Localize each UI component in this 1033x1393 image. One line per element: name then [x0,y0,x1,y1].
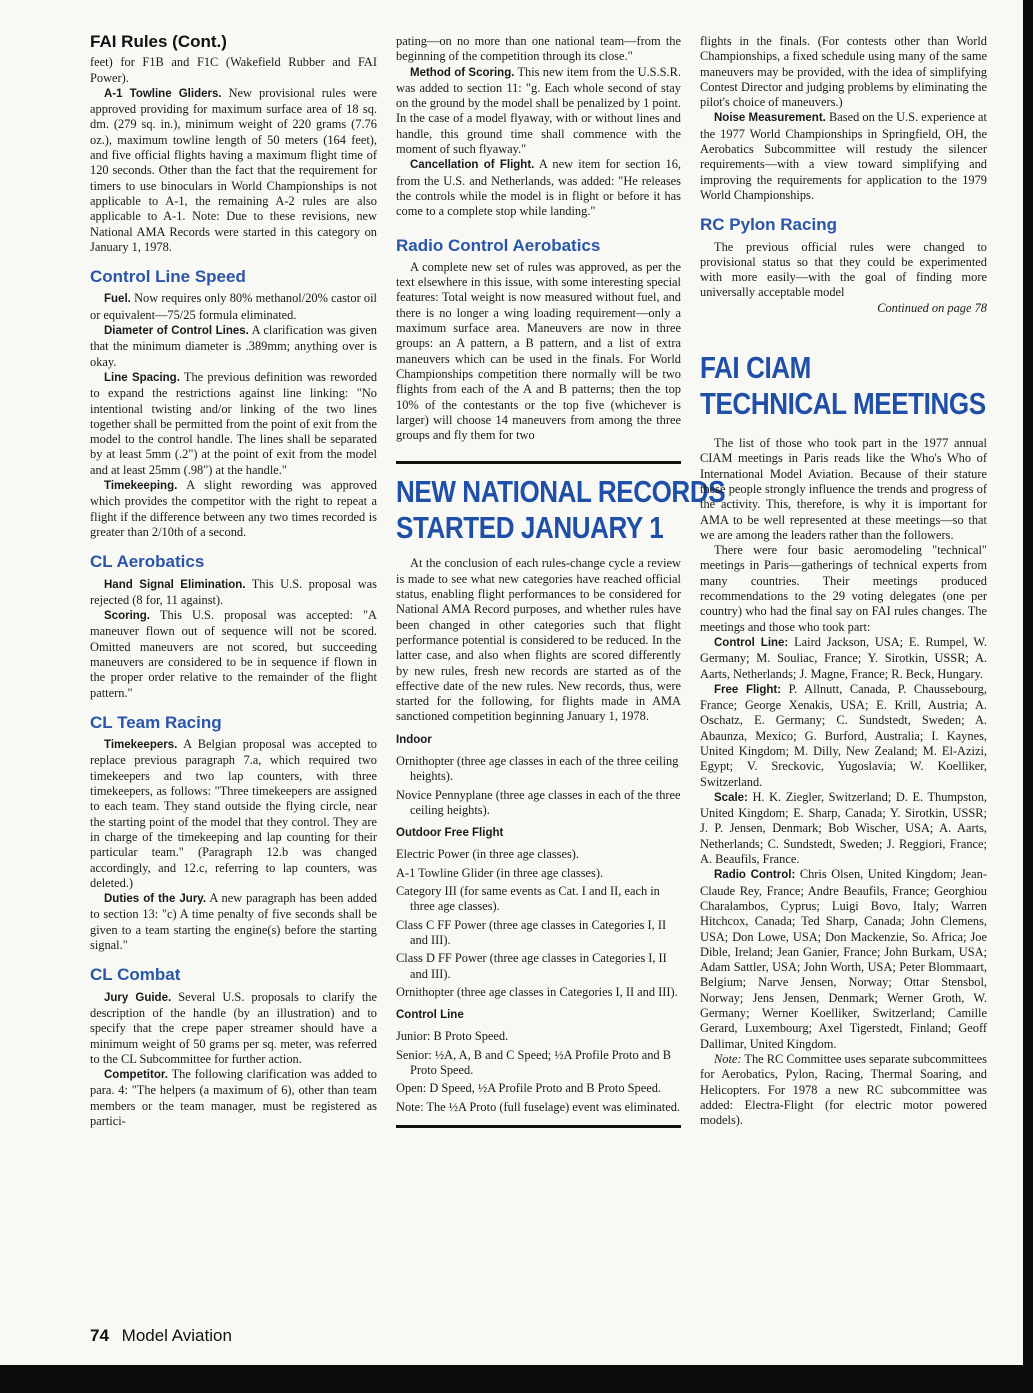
paragraph-text: H. K. Ziegler, Switzerland; D. E. Thumpston, United Kingdom; E. Sharp, Canada; Y. Sirotkin, USSR; J. P. Jensen, Denmark; Bob Wischer, USA; A. Aarts, Netherlands; C. Sundstedt, Sweden; J. Reggiori, France; A. Beaufils, France. [700,789,987,867]
run-in-label: Line Spacing. [104,371,180,384]
list-item: Junior: B Proto Speed. [396,1029,509,1044]
paragraph [396,65,681,158]
run-in-label: Radio Control: [714,869,796,882]
page-footer [90,1326,232,1346]
paragraph-text: Chris Olsen, United Kingdom; Jean-Claude Rey, France; Andre Beaufils, France; Georghiou Charalambos, Cyprus; Luigi Bovo, Italy; Warren Hitchcox, Canada; Ted Sharp, Canada; John Clemens, USA; Don Lowe, USA; Don Mackenzie, So. Africa; Joe Dible, Ireland; Jean Ganier, France; John Burkam, USA; Adam Sattler, USA; John Worth, USA; Peter Blommaart, Belgium; Narve Jensen, Norway; Ottar Stensbol, Norway; Jens Jensen, Denmark; Werner Groth, W. Germany; Werner Koelliker, Switzerland; Camille Gerard, Luxembourg; Axel Tigerstedt, Finland; Geoff Dallimar, United Kingdom. [700,867,987,1051]
headline-line-1: FAI CIAM [700,350,811,386]
divider [396,461,681,464]
paragraph [90,608,377,701]
run-in-label: Duties of the Jury. [104,893,207,906]
paragraph-text: A Belgian proposal was accepted to replace previous paragraph 7.a, which required two timekeepers and two lap counters, with three timekeepers, as follows: "Three timekeepers are assigned to each team. They stand outside the flying circle, near the starting point of the model that they control. They are in charge of the timekeeping and lap counting for their particular team." (Paragraph 12.b was changed accordingly, and 12.c, referring to lap counters, was deleted.) [90,737,377,890]
paragraph [700,682,987,790]
headline-line-2: STARTED JANUARY 1 [396,510,664,546]
paragraph-text: The following clarification was added to para. 4: "The helpers (a maximum of 6), other than team members or the team manager, must be registered as partici- [90,1067,377,1128]
paragraph-text: This U.S. proposal was accepted: "A maneuver flown out of sequence will not be scored. Omitted maneuvers are not scored, but succeeding maneuvers are considered to be in sequence if flown in the proper order relative to the remainder of the flight pattern." [90,608,378,700]
paragraph-text: This new item from the U.S.S.R. was added to section 11: "g. Each whole second of stay on the ground by the model shall be penalized by 1 point. In the case of a model flyaway, with or without lines and handle, this ground time shall commence with the moment of such flyaway." [396,64,682,157]
paragraph [700,110,987,203]
paragraph: A complete new set of rules was approved, as per the text elsewhere in this issue, with some interesting special features: Total weight is now measured without fuel, and there is no longer a wing loading requirement—only a maximum surface area. Maneuvers are now in three groups: an A pattern, a B pattern, and a list of extra maneuvers which can be used in the finals. For World Championships competition there normally will be two flights from each of the A and B patterns; then the top 10% of the contestants or the top five (whichever is larger) will choose 14 maneuvers from among the three groups and fly them for two [396,259,681,443]
run-in-label: Noise Measurement. [714,112,826,125]
paragraph: There were four basic aeromodeling "technical" meetings in Paris—gatherings of technical experts from many countries. Their meetings produced recommendations to the 29 voting delegates (one per country) who had the final say on FAI rules changes. The meetings and those who took part: [700,543,987,634]
paragraph-text: New provisional rules were approved providing for maximum surface area of 18 sq. dm. (279 sq. in.), minimum weight of 220 grams (7.76 oz.), maximum towline length of 50 meters (164 feet), and five official flights having a maximum flight time of 120 seconds. Other than the fact that the requirement for timers to use binoculars in World Championships is not applicable to A-1, the remaining A-2 rules are also applicable to A-1. Note: Due to these revisions, new National AMA Records were started in this category on January 1, 1978. [90,85,377,254]
indoor-list [396,754,681,818]
outdoor-list [396,847,681,1000]
section-heading-control-line-speed: Control Line Speed [90,267,246,287]
section-heading-cl-team-racing: CL Team Racing [90,712,222,732]
paragraph [90,891,377,953]
paragraph-text: The RC Committee uses separate subcommittees for Aerobatics, Pylon, Racing, Thermal Soaring, and Helicopters. For 1978 a new RC subcommittee was added: Electra-Flight (for electric motor powered models). [700,1051,988,1128]
subheading-outdoor-free-flight: Outdoor Free Flight [396,827,504,840]
scan-border [0,1365,1033,1393]
control-line-list [396,1029,681,1114]
paragraph-text: A new item for section 16, from the U.S. and Netherlands, was added: "He releases the controls while the model is in flight or before it has come to a complete stop while landing." [396,157,681,219]
paragraph: At the conclusion of each rules-change cycle a review is made to see what new categories have reached official status, enabling flight performances to be considered for National AMA Record purposes, and whether rules have been changed in other categories such that flight performance potential is considered to be reduced. In the latter case, and also when flights are scored differently by new rules, fresh new records are started as of the effective date of the new rules. New records, thus, were started for the following, for flights made in AMA sanctioned competition beginning January 1, 1978. [396,556,681,724]
headline-line-2: TECHNICAL MEETINGS [700,386,986,422]
paragraph [90,577,377,609]
run-in-label: Control Line: [714,636,789,649]
list-item: Category III (for same events as Cat. I and II, each in three age classes). [396,884,660,914]
column-right [700,34,987,1128]
section-heading-fai-rules: FAI Rules (Cont.) [90,32,227,51]
paragraph: pating—on no more than one national team—from the beginning of the competition through its close." [396,34,681,64]
paragraph: The list of those who took part in the 1977 annual CIAM meetings in Paris reads like the Who's Who of International Model Aviation. Because of their stature these people strongly influence the trends and progress of the activity. This, therefore, is why it is important for AMA to be well represented at these meetings—so that we are among the leaders rather than the followers. [700,436,987,542]
section-heading-rc-aerobatics: Radio Control Aerobatics [396,235,601,255]
paragraph-text: Based on the U.S. experience at the 1977 World Championships in Springfield, OH, the Aerobatics Subcommittee will restudy the silencer requirements—with a view toward simplifying and improving the requirements for application to the 1979 World Championships. [700,110,987,202]
run-in-label: Jury Guide. [104,991,172,1004]
list-item: Electric Power (in three age classes). [396,847,580,862]
subheading-control-line: Control Line [396,1009,464,1022]
list-item: Class D FF Power (three age classes in Categories I, II and III). [396,951,667,981]
paragraph [396,157,681,219]
list-item: Ornithopter (three age classes in each of the three ceiling heights). [396,753,679,784]
paragraph [90,86,377,255]
subheading-indoor: Indoor [396,733,432,746]
run-in-label: Cancellation of Flight. [410,159,535,172]
paragraph-text: Laird Jackson, USA; E. Rumpel, W. Germany; M. Souliac, France; Y. Sirotkin, USSR; A. Aarts, Netherlands; J. Magne, France; R. Beck, Hungary. [700,634,987,681]
paragraph [90,990,377,1067]
list-item: Note: The ½A Proto (full fuselage) event was eliminated. [396,1099,680,1114]
paragraph-text: A slight rewording was approved which provides the competitor with the right to repeat a flight if the difference between any two times recorded is greater than 2/10th of a second. [90,478,377,539]
paragraph [90,291,377,323]
paragraph-text: Now requires only 80% methanol/20% castor oil or equivalent—75/25 formula eliminated. [90,291,377,322]
run-in-label: Method of Scoring. [410,66,515,79]
run-in-label: Scoring. [104,610,151,623]
paragraph-text: The previous definition was reworded to expand the restrictions against line linking: "No intentional twisting and/or linking of the two lines together shall be permitted from the point of exit from the model to the control handle. The lines shall be separated by at least 5mm (.2") at the point of exit from the model and at least 25mm (.98") at the handle." [90,369,378,477]
run-in-label: Free Flight: [714,683,782,696]
run-in-label: Hand Signal Elimination. [104,578,246,591]
paragraph: feet) for F1B and F1C (Wakefield Rubber and FAI Power). [90,55,377,85]
paragraph: The previous official rules were changed to provisional status so that they could be experimented with more easily—with the goal of finding more universally acceptable model [700,239,987,300]
section-heading-rc-pylon-racing: RC Pylon Racing [700,215,837,235]
paragraph [90,737,377,891]
paragraph-text: This U.S. proposal was rejected (8 for, 11 against). [90,576,377,607]
list-item: Class C FF Power (three age classes in Categories I, II and III). [396,917,667,947]
paragraph [90,1067,377,1129]
list-item: Novice Pennyplane (three age classes in each of the three ceiling heights). [396,787,681,817]
list-item: Senior: ½A, A, B and C Speed; ½A Profile Proto and B Proto Speed. [396,1047,671,1078]
divider [396,1125,681,1128]
paragraph [700,1052,987,1128]
run-in-label: Scale: [714,791,748,804]
paragraph [90,478,377,540]
run-in-label: Competitor. [104,1069,168,1082]
paragraph: flights in the finals. (For contests other than World Championships, a fixed schedule using many of the same maneuvers may be provided, with the idea of simplifying Contest Director and judging problems by eliminating the pilot's choice of maneuvers.) [700,34,987,110]
paragraph [90,323,377,370]
paragraph [90,370,377,478]
paragraph [700,790,987,867]
section-heading-cl-aerobatics: CL Aerobatics [90,552,205,572]
run-in-label: A-1 Towline Gliders. [104,87,222,100]
column-left [90,34,377,1129]
list-item: A-1 Towline Glider (in three age classes). [396,865,604,880]
headline-line-1: NEW NATIONAL RECORDS [396,474,726,510]
paragraph-text: A clarification was given that the minimum diameter is .389mm; anything over is okay. [90,323,377,369]
paragraph-text: Several U.S. proposals to clarify the description of the handle (by an illustration) and to specify that the crepe paper streamer should have a minimum weight of 50 grams per sq. meter, was referred to the CL Subcommittee for further action. [90,989,377,1066]
paragraph-text: P. Allnutt, Canada, P. Chaussebourg, France; George Xenakis, USA; E. Krill, Austria; A. Oschatz, E. Germany; C. Sundstedt, Sweden; A. Abaunza, Mexico; G. Burford, Australia; I. Kaynes, United Kingdom; M. Dilly, New Zealand; M. El-Azizi, Egypt; V. Sreckovic, Yugoslavia; W. Koelliker, Switzerland. [700,681,987,789]
magazine-title: Model Aviation [121,1326,232,1345]
section-heading-cl-combat: CL Combat [90,965,181,985]
run-in-label: Timekeepers. [104,739,178,752]
column-middle [396,34,726,1138]
continued-note: Continued on page 78 [877,300,987,315]
paragraph [700,867,987,1052]
paragraph [700,635,987,682]
run-in-label: Fuel. [104,293,131,306]
list-item: Ornithopter (three age classes in Categories I, II and III). [396,984,678,999]
run-in-label: Timekeeping. [104,480,178,493]
page-number: 74 [90,1326,109,1345]
list-item: Open: D Speed, ½A Profile Proto and B Proto Speed. [396,1081,662,1096]
paragraph-text: A new paragraph has been added to section 13: "c) A time penalty of five seconds shall be given to a team starting the engine(s) before the starting signal." [90,891,378,953]
run-in-label: Note: [714,1051,742,1066]
run-in-label: Diameter of Control Lines. [104,325,249,338]
